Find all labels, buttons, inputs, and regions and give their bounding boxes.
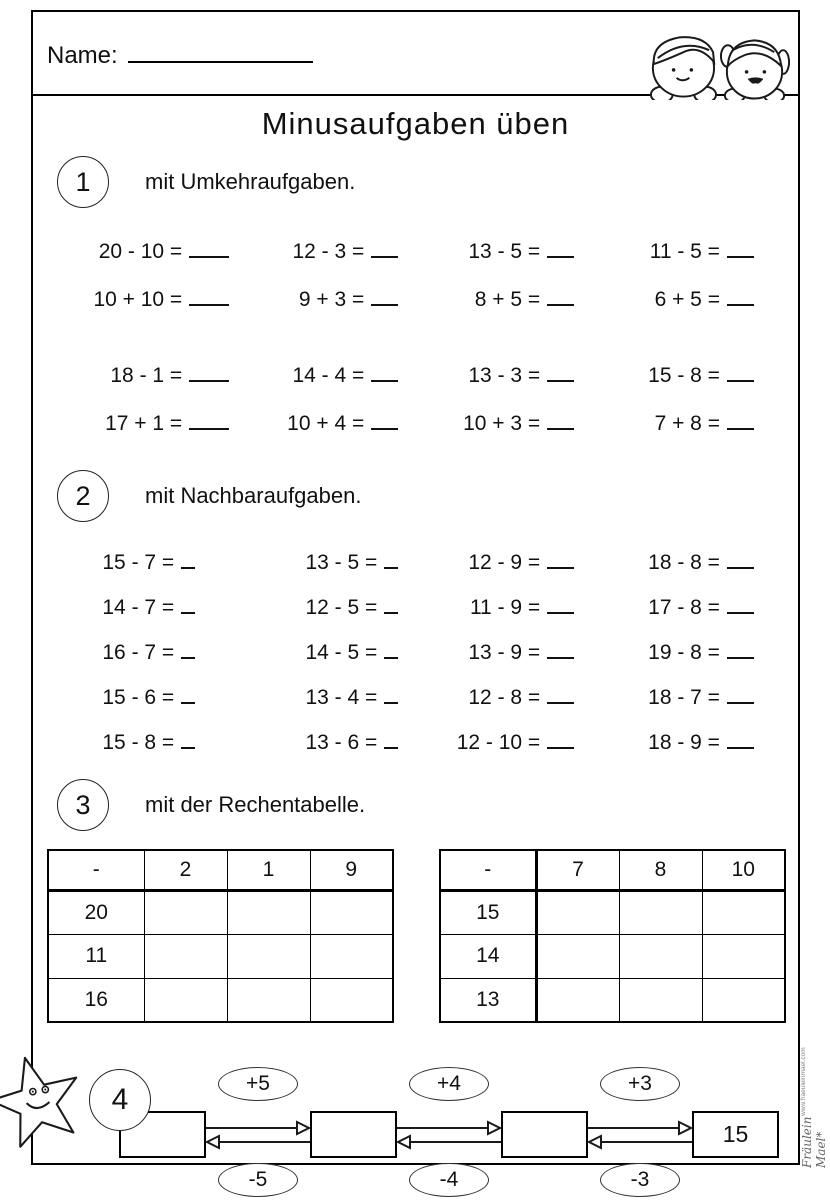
answer-blank [181, 735, 195, 749]
problem: 19 - 8 = [618, 641, 798, 665]
chain-connector [397, 1072, 501, 1191]
number-chain [119, 1072, 779, 1191]
answer-blank [547, 292, 574, 306]
problem: 18 - 9 = [618, 731, 798, 755]
table-header-cell: 8 [619, 850, 702, 890]
problem-row [33, 720, 798, 765]
answer-blank [384, 735, 398, 749]
section-1-label: mit Umkehraufgaben. [145, 169, 356, 194]
table-empty-cell [144, 978, 227, 1022]
chain-connector [206, 1072, 310, 1191]
section-4 [33, 1053, 798, 1191]
table-empty-cell [702, 934, 785, 978]
problem: 16 - 7 = [33, 641, 247, 665]
table-row-header: 11 [48, 934, 144, 978]
answer-blank [547, 645, 574, 659]
answer-blank [384, 645, 398, 659]
problem: 7 + 8 = [618, 412, 798, 436]
section-3-label: mit der Rechentabelle. [145, 792, 366, 817]
name-row [33, 12, 798, 96]
arrow-left-icon [398, 1136, 410, 1148]
problem: 13 - 3 = [442, 364, 618, 388]
chain-box-empty [501, 1111, 588, 1158]
table-header-cell: 10 [702, 850, 785, 890]
answer-blank [547, 735, 574, 749]
table-operator-cell: - [440, 850, 536, 890]
section-2-problems [33, 540, 798, 765]
name-label: Name: [47, 42, 118, 69]
problem: 13 - 4 = [247, 686, 442, 710]
problem: 13 - 9 = [442, 641, 618, 665]
answer-blank [547, 368, 574, 382]
problem: 9 + 3 = [247, 288, 442, 312]
problem: 18 - 1 = [33, 364, 247, 388]
calculation-tables [47, 849, 798, 1023]
rechentabelle-2 [439, 849, 786, 1023]
table-empty-cell [144, 934, 227, 978]
problem: 12 - 10 = [442, 731, 618, 755]
problem: 6 + 5 = [618, 288, 798, 312]
problem: 18 - 7 = [618, 686, 798, 710]
answer-blank [181, 645, 195, 659]
answer-blank [371, 292, 398, 306]
answer-blank [371, 416, 398, 430]
problem-row [33, 630, 798, 675]
answer-blank [727, 416, 754, 430]
problem: 15 - 6 = [33, 686, 247, 710]
worksheet-frame [31, 10, 800, 1191]
answer-blank [727, 690, 754, 704]
table-empty-cell [144, 890, 227, 934]
problem: 14 - 4 = [247, 364, 442, 388]
answer-blank [727, 292, 754, 306]
section-2-number-badge [57, 470, 109, 522]
table-empty-cell [227, 934, 310, 978]
table-empty-cell [310, 978, 393, 1022]
section-3-number: 3 [75, 789, 91, 820]
answer-blank [371, 244, 398, 258]
table-empty-cell [536, 978, 619, 1022]
problem: 8 + 5 = [442, 288, 618, 312]
answer-blank [371, 368, 398, 382]
problem-row [33, 400, 798, 448]
problem: 15 - 7 = [33, 551, 247, 575]
answer-blank [189, 292, 229, 306]
chain-op-oval: -5 [218, 1163, 298, 1197]
problem: 18 - 8 = [618, 551, 798, 575]
table-empty-cell [619, 978, 702, 1022]
answer-blank [727, 368, 754, 382]
table-row-header: 20 [48, 890, 144, 934]
table-empty-cell [619, 934, 702, 978]
table-header-cell: 1 [227, 850, 310, 890]
table-operator-cell: - [48, 850, 144, 890]
answer-blank [189, 416, 229, 430]
table-empty-cell [702, 978, 785, 1022]
section-1-number: 1 [75, 166, 91, 197]
rechentabelle-1 [47, 849, 394, 1023]
name-blank-line [128, 43, 313, 63]
problem: 14 - 7 = [33, 596, 247, 620]
problem: 10 + 4 = [247, 412, 442, 436]
section-1-problems [33, 228, 798, 448]
problem: 17 - 8 = [618, 596, 798, 620]
smiling-star-icon [0, 1049, 89, 1153]
problem: 11 - 9 = [442, 596, 618, 620]
answer-blank [547, 244, 574, 258]
problem: 17 + 1 = [33, 412, 247, 436]
answer-blank [189, 244, 229, 258]
chain-op-oval: +5 [218, 1067, 298, 1101]
problem: 10 + 3 = [442, 412, 618, 436]
problem-row [33, 276, 798, 324]
arrow-left-icon [589, 1136, 601, 1148]
problem: 12 - 8 = [442, 686, 618, 710]
watermark-url: www.fraeuleinmael.com [800, 1046, 807, 1116]
table-empty-cell [310, 934, 393, 978]
chain-op-oval: -3 [600, 1163, 680, 1197]
arrow-right-icon [488, 1122, 500, 1134]
section-2-header [57, 470, 798, 522]
table-empty-cell [702, 890, 785, 934]
answer-blank [181, 690, 195, 704]
section-4-number-badge [89, 1069, 151, 1131]
table-empty-cell [536, 890, 619, 934]
problem: 13 - 6 = [247, 731, 442, 755]
answer-blank [727, 600, 754, 614]
answer-blank [181, 555, 195, 569]
problem: 12 - 3 = [247, 240, 442, 264]
arrow-left-icon [207, 1136, 219, 1148]
answer-blank [727, 244, 754, 258]
table-empty-cell [536, 934, 619, 978]
chain-connector [588, 1072, 692, 1191]
table-row-header: 15 [440, 890, 536, 934]
table-header-cell: 2 [144, 850, 227, 890]
problem: 14 - 5 = [247, 641, 442, 665]
answer-blank [547, 555, 574, 569]
chain-op-oval: -4 [409, 1163, 489, 1197]
chain-op-oval: +4 [409, 1067, 489, 1101]
problem: 13 - 5 = [442, 240, 618, 264]
table-empty-cell [227, 890, 310, 934]
table-empty-cell [310, 890, 393, 934]
problem-row [33, 675, 798, 720]
problem: 10 + 10 = [33, 288, 247, 312]
table-row-header: 16 [48, 978, 144, 1022]
problem-row [33, 228, 798, 276]
answer-blank [547, 600, 574, 614]
arrow-right-icon [679, 1122, 691, 1134]
table-header-cell: 7 [536, 850, 619, 890]
page-title: Minusaufgaben üben [261, 106, 570, 141]
answer-blank [727, 645, 754, 659]
problem: 13 - 5 = [247, 551, 442, 575]
problem: 11 - 5 = [618, 240, 798, 264]
section-3-header [57, 779, 798, 831]
answer-blank [384, 690, 398, 704]
problem-row [33, 352, 798, 400]
answer-blank [547, 690, 574, 704]
table-row-header: 14 [440, 934, 536, 978]
problem: 12 - 5 = [247, 596, 442, 620]
arrow-right-icon [297, 1122, 309, 1134]
section-1-header [57, 156, 798, 208]
chain-box-start-value: 15 [692, 1111, 779, 1158]
answer-blank [547, 416, 574, 430]
section-2-number: 2 [75, 480, 91, 511]
table-row-header: 13 [440, 978, 536, 1022]
answer-blank [181, 600, 195, 614]
watermark [800, 1046, 828, 1168]
problem-row [33, 540, 798, 585]
kids-illustration-icon [644, 30, 792, 100]
chain-box-empty [310, 1111, 397, 1158]
section-3-number-badge [57, 779, 109, 831]
section-1-number-badge [57, 156, 109, 208]
chain-op-oval: +3 [600, 1067, 680, 1101]
table-empty-cell [227, 978, 310, 1022]
answer-blank [727, 555, 754, 569]
table-header-cell: 9 [310, 850, 393, 890]
answer-blank [189, 368, 229, 382]
table-empty-cell [619, 890, 702, 934]
problem-row [33, 585, 798, 630]
problem: 15 - 8 = [618, 364, 798, 388]
problem: 12 - 9 = [442, 551, 618, 575]
problem: 15 - 8 = [33, 731, 247, 755]
section-2-label: mit Nachbaraufgaben. [145, 483, 362, 508]
answer-blank [384, 555, 398, 569]
section-4-number: 4 [111, 1083, 129, 1116]
answer-blank [727, 735, 754, 749]
watermark-signature: Fräulein Mael* [800, 1116, 828, 1168]
answer-blank [384, 600, 398, 614]
problem: 20 - 10 = [33, 240, 247, 264]
